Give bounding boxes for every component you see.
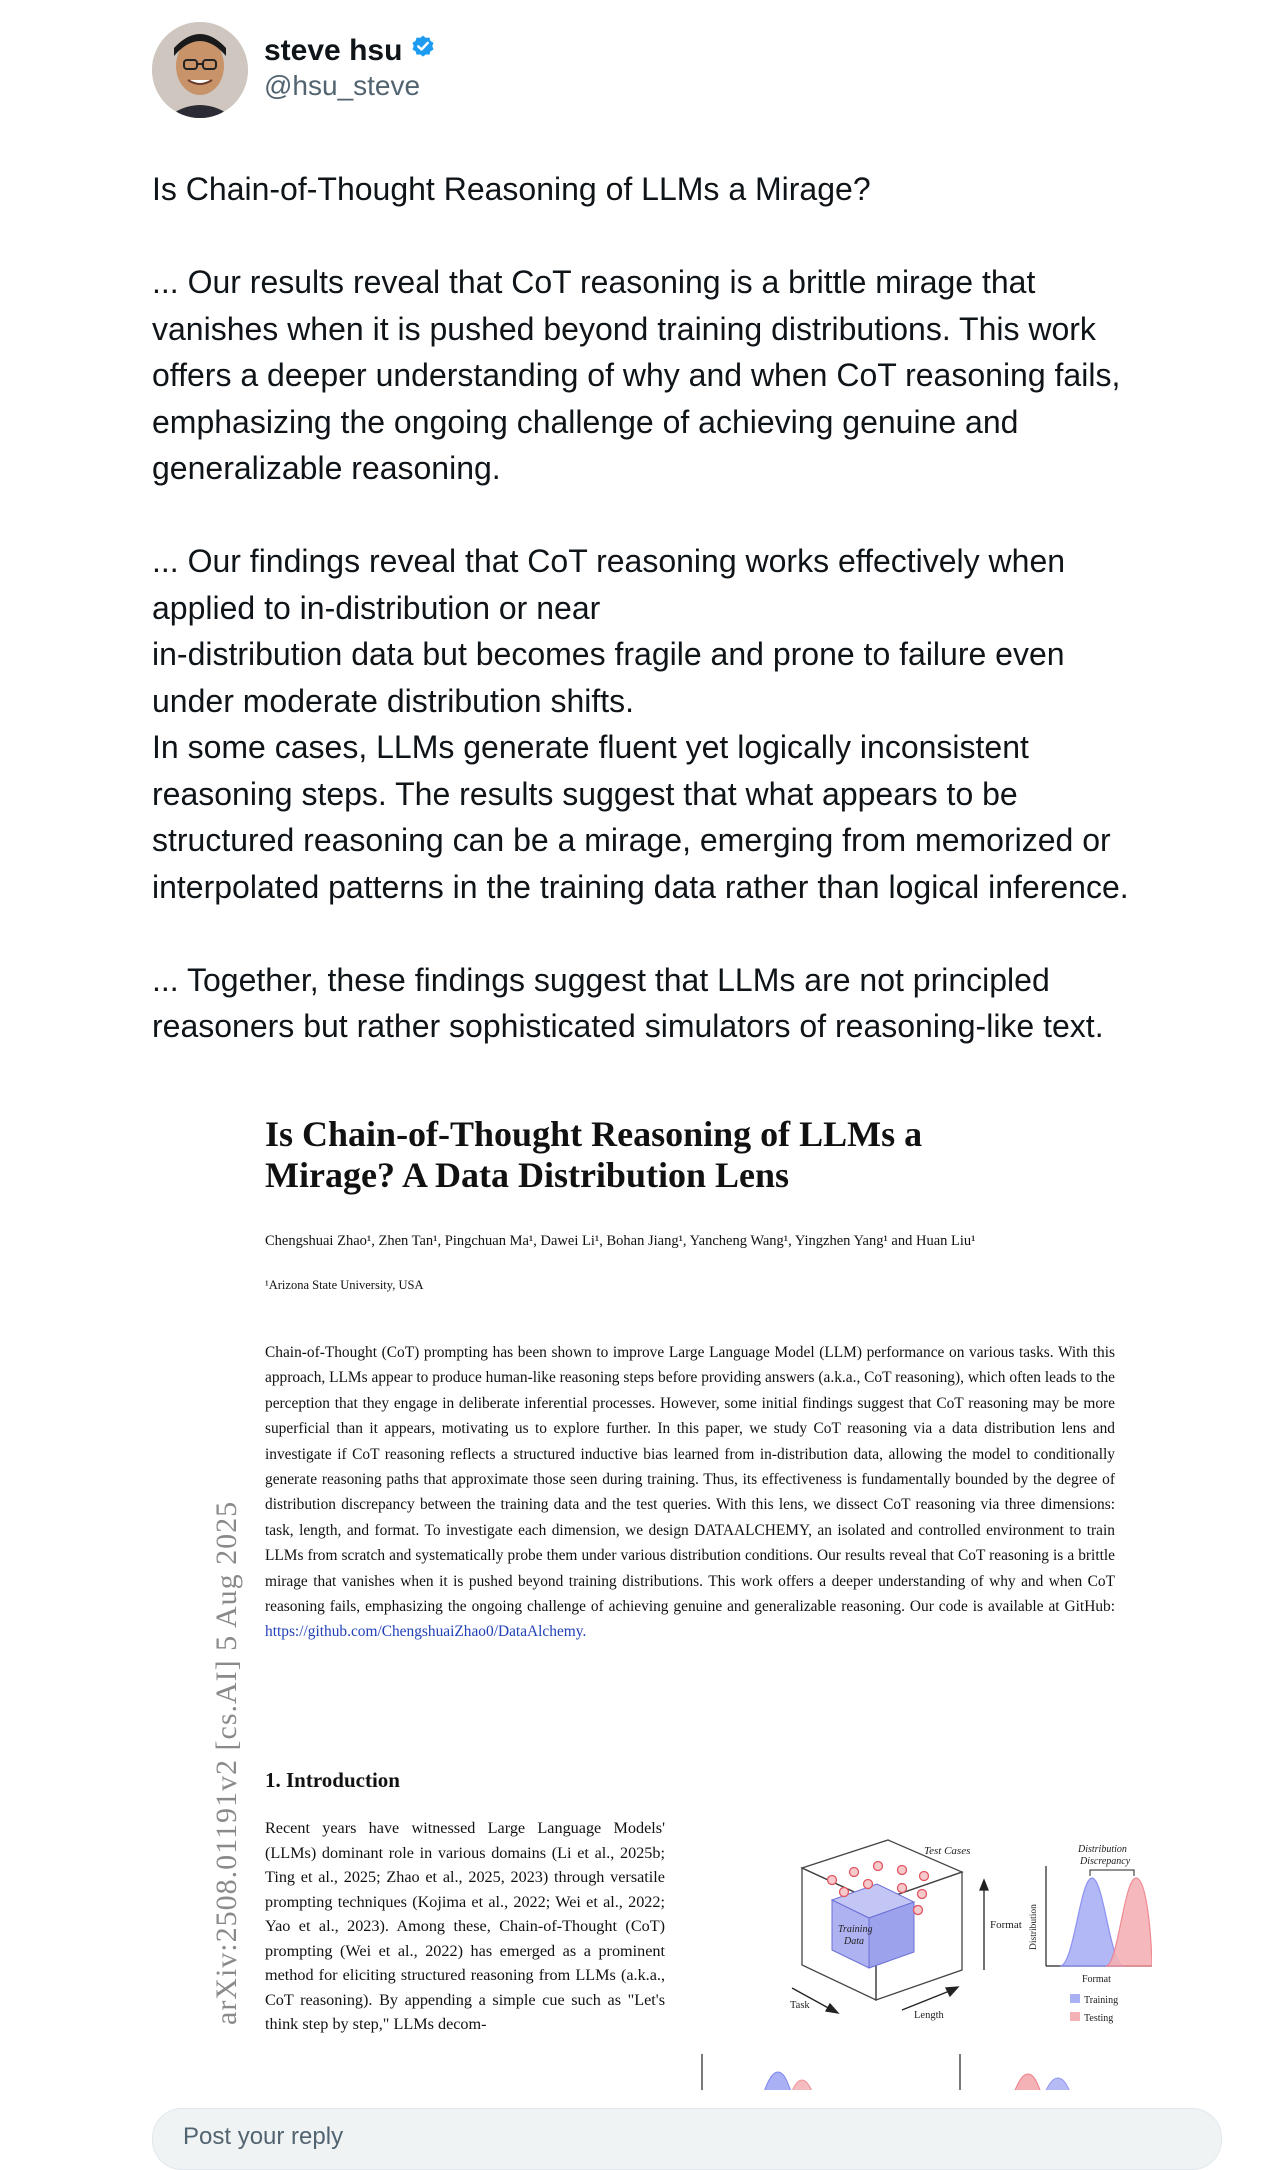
figure-task-axis-label: Task — [790, 2000, 810, 2011]
paper-intro-text: Recent years have witnessed Large Language Models' (LLMs) dominant role in various domains (Li et al., 2025b; Ting et al., 2025; Zhao et al., 2025, 2023) through versatile prompting techniques (Kojima et al., 2022; Wei et al., 2022; Yao et al., 2023). Among these, Chain-of-Thought (CoT) prompting (Wei et al., 2022) has emerged as a prominent method for eliciting structured reasoning from LLMs (a.k.a., CoT reasoning). By appending a simple cue such as "Let's think step by step," LLMs decom- — [265, 1819, 665, 2033]
paper-title: Is Chain-of-Thought Reasoning of LLMs a Mirage? A Data Distribution Lens — [265, 1114, 923, 1195]
figure-legend-testing-swatch — [1070, 2012, 1080, 2021]
reply-placeholder: Post your reply — [183, 2123, 344, 2150]
paper-authors: Chengshuai Zhao¹, Zhen Tan¹, Pingchuan Ma¹, Dawei Li¹, Bohan Jiang¹, Yancheng Wang¹, Yingzhen Yang¹ and Huan Liu¹ — [265, 1233, 976, 1249]
figure-training-data-label-1: Training — [838, 1924, 873, 1935]
figure-lower-curve-2a — [1002, 2074, 1052, 2090]
attached-paper-image[interactable] — [152, 1070, 1152, 2090]
figure-training-data-label-2: Data — [844, 1936, 864, 1947]
figure-legend-training-label: Training — [1084, 1995, 1119, 2006]
paper-affiliation: ¹Arizona State University, USA — [265, 1278, 424, 1292]
figure-discrepancy-label-1: Distribution — [1078, 1844, 1127, 1855]
figure-legend-training-swatch — [1070, 1994, 1080, 2003]
author-name-text[interactable]: steve hsu — [264, 34, 403, 67]
tweet-paragraph: ... Together, these findings suggest that LLMs are not principled reasoners but rather sophisticated simulators of reasoning-like text. — [152, 961, 1104, 1044]
tweet-paragraph: ... Our findings reveal that CoT reasoning works effectively when applied to in-distribution or near in-distribution data but becomes fragile and prone to failure even under moderate distribution shifts. In some cases, LLMs generate fluent yet logically inconsistent reasoning steps. The results suggest that what appears to be structured reasoning can be a mirage, emerging from memorized or interpolated patterns in the training data rather than logical inference. — [152, 543, 1129, 905]
figure-discrepancy-label-2: Discrepancy — [1080, 1856, 1131, 1867]
paper-section-heading: 1. Introduction — [265, 1768, 400, 1792]
author-name[interactable] — [264, 34, 436, 68]
figure-format-axis-label: Format — [990, 1919, 1022, 1931]
tweet-body — [152, 166, 1262, 1050]
figure-length-axis-label: Length — [914, 2010, 944, 2021]
verified-badge-icon — [410, 34, 436, 68]
arxiv-stamp: arXiv:2508.01191v2 [cs.AI] 5 Aug 2025 — [210, 1500, 243, 2025]
paper-abstract — [265, 1340, 1115, 1645]
paper-github-link: https://github.com/ChengshuaiZhao0/DataAlchemy. — [265, 1623, 587, 1641]
paper-figure — [692, 1810, 1152, 2090]
paper-abstract-text: Chain-of-Thought (CoT) prompting has been shown to improve Large Language Model (LLM) performance on various tasks. With this approach, LLMs appear to produce human-like reasoning steps before providing answers (a.k.a., CoT reasoning), which often leads to the perception that they engage in deliberate inferential processes. However, some initial findings suggest that CoT reasoning may be more superficial than it appears, motivating us to explore further. In this paper, we study CoT reasoning via a data distribution lens and investigate if CoT reasoning reflects a structured inductive bias learned from in-distribution data, allowing the model to conditionally generate reasoning paths that approximate those seen during training. Thus, its effectiveness is fundamentally bounded by the degree of distribution discrepancy between the training data and the test queries. With this lens, we dissect CoT reasoning via three dimensions: task, length, and format. To investigate each dimension, we design DATAALCHEMY, an isolated and controlled environment to train LLMs from scratch and systematically probe them under various distribution conditions. Our results reveal that CoT reasoning is a brittle mirage that vanishes when it is pushed beyond training distributions. This work offers a deeper understanding of why and when CoT reasoning fails, emphasizing the ongoing challenge of achieving genuine and generalizable reasoning. Our code is available at GitHub: — [265, 1344, 1115, 1616]
figure-discrepancy-bracket — [1090, 1870, 1134, 1876]
figure-test-cases-label: Test Cases — [924, 1845, 971, 1857]
figure-format-x-label: Format — [1082, 1974, 1111, 1985]
reply-input[interactable] — [152, 2108, 1222, 2170]
author-avatar[interactable] — [152, 22, 248, 118]
figure-legend-testing-label: Testing — [1084, 2013, 1114, 2024]
tweet-paragraph: ... Our results reveal that CoT reasoning is a brittle mirage that vanishes when it is pushed beyond training distributions. This work offers a deeper understanding of why and when CoT reasoning fails, emphasizing the ongoing challenge of achieving genuine and generalizable reasoning. — [152, 264, 1121, 486]
author-handle[interactable]: @hsu_steve — [264, 70, 421, 101]
figure-distribution-axis-label: Distribution — [1029, 1904, 1039, 1950]
tweet-paragraph: Is Chain-of-Thought Reasoning of LLMs a Mirage? — [152, 171, 871, 207]
